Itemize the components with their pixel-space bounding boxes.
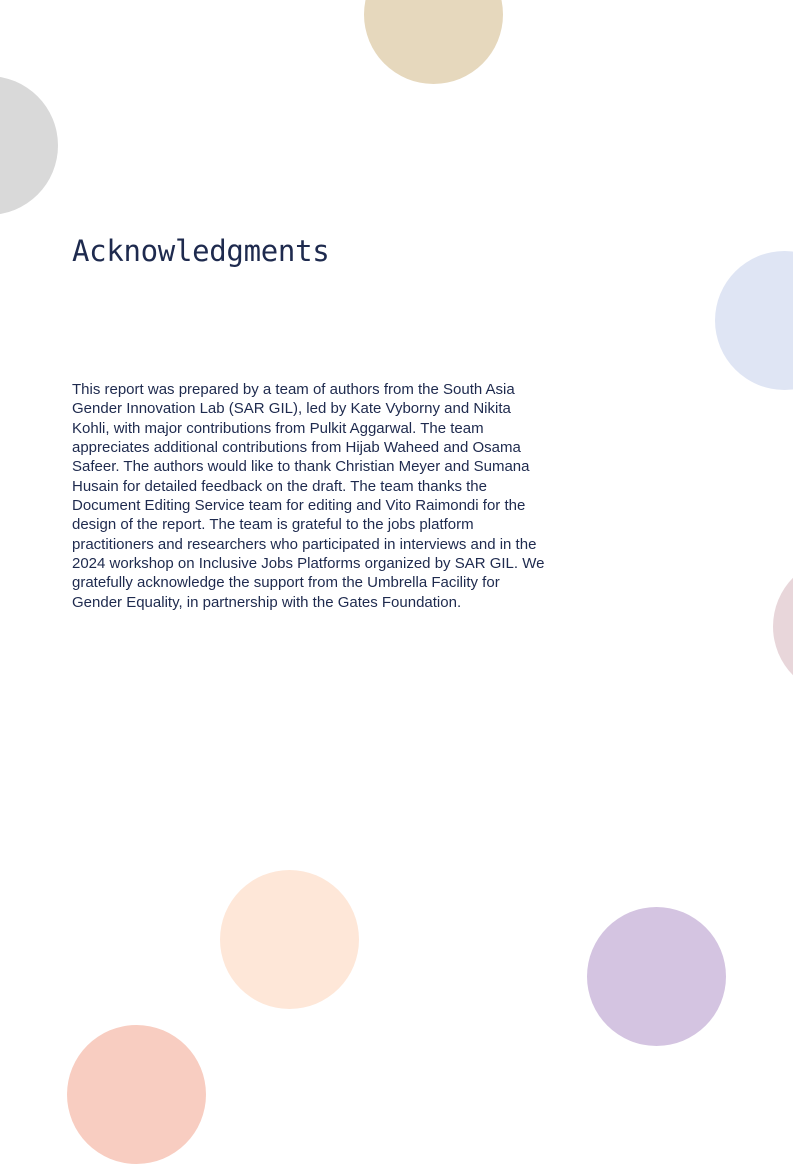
page-title: Acknowledgments bbox=[72, 234, 330, 268]
decorative-circle-pink bbox=[773, 557, 793, 696]
decorative-circle-blue bbox=[715, 251, 793, 390]
decorative-circle-salmon bbox=[67, 1025, 206, 1164]
decorative-circle-tan bbox=[364, 0, 503, 84]
decorative-circle-gray bbox=[0, 76, 58, 215]
acknowledgments-body: This report was prepared by a team of authors from the South Asia Gender Innovation Lab (SAR GIL), led by Kate Vyborny and Nikita Kohli, with major contributions from Pulkit Aggarwal. The team appreciates additional contributions from Hijab Waheed and Osama Safeer. The authors would like to thank Christian Meyer and Sumana Husain for detailed feedback on the draft. The team thanks the Document Editing Service team for editing and Vito Raimondi for the design of the report. The team is grateful to the jobs platform practitioners and researchers who participated in interviews and in the 2024 workshop on Inclusive Jobs Platforms organized by SAR GIL. We gratefully acknowledge the support from the Umbrella Facility for Gender Equality, in partnership with the Gates Foundation. bbox=[72, 381, 545, 611]
decorative-circle-lavender bbox=[587, 907, 726, 1046]
decorative-circle-peach bbox=[220, 870, 359, 1009]
